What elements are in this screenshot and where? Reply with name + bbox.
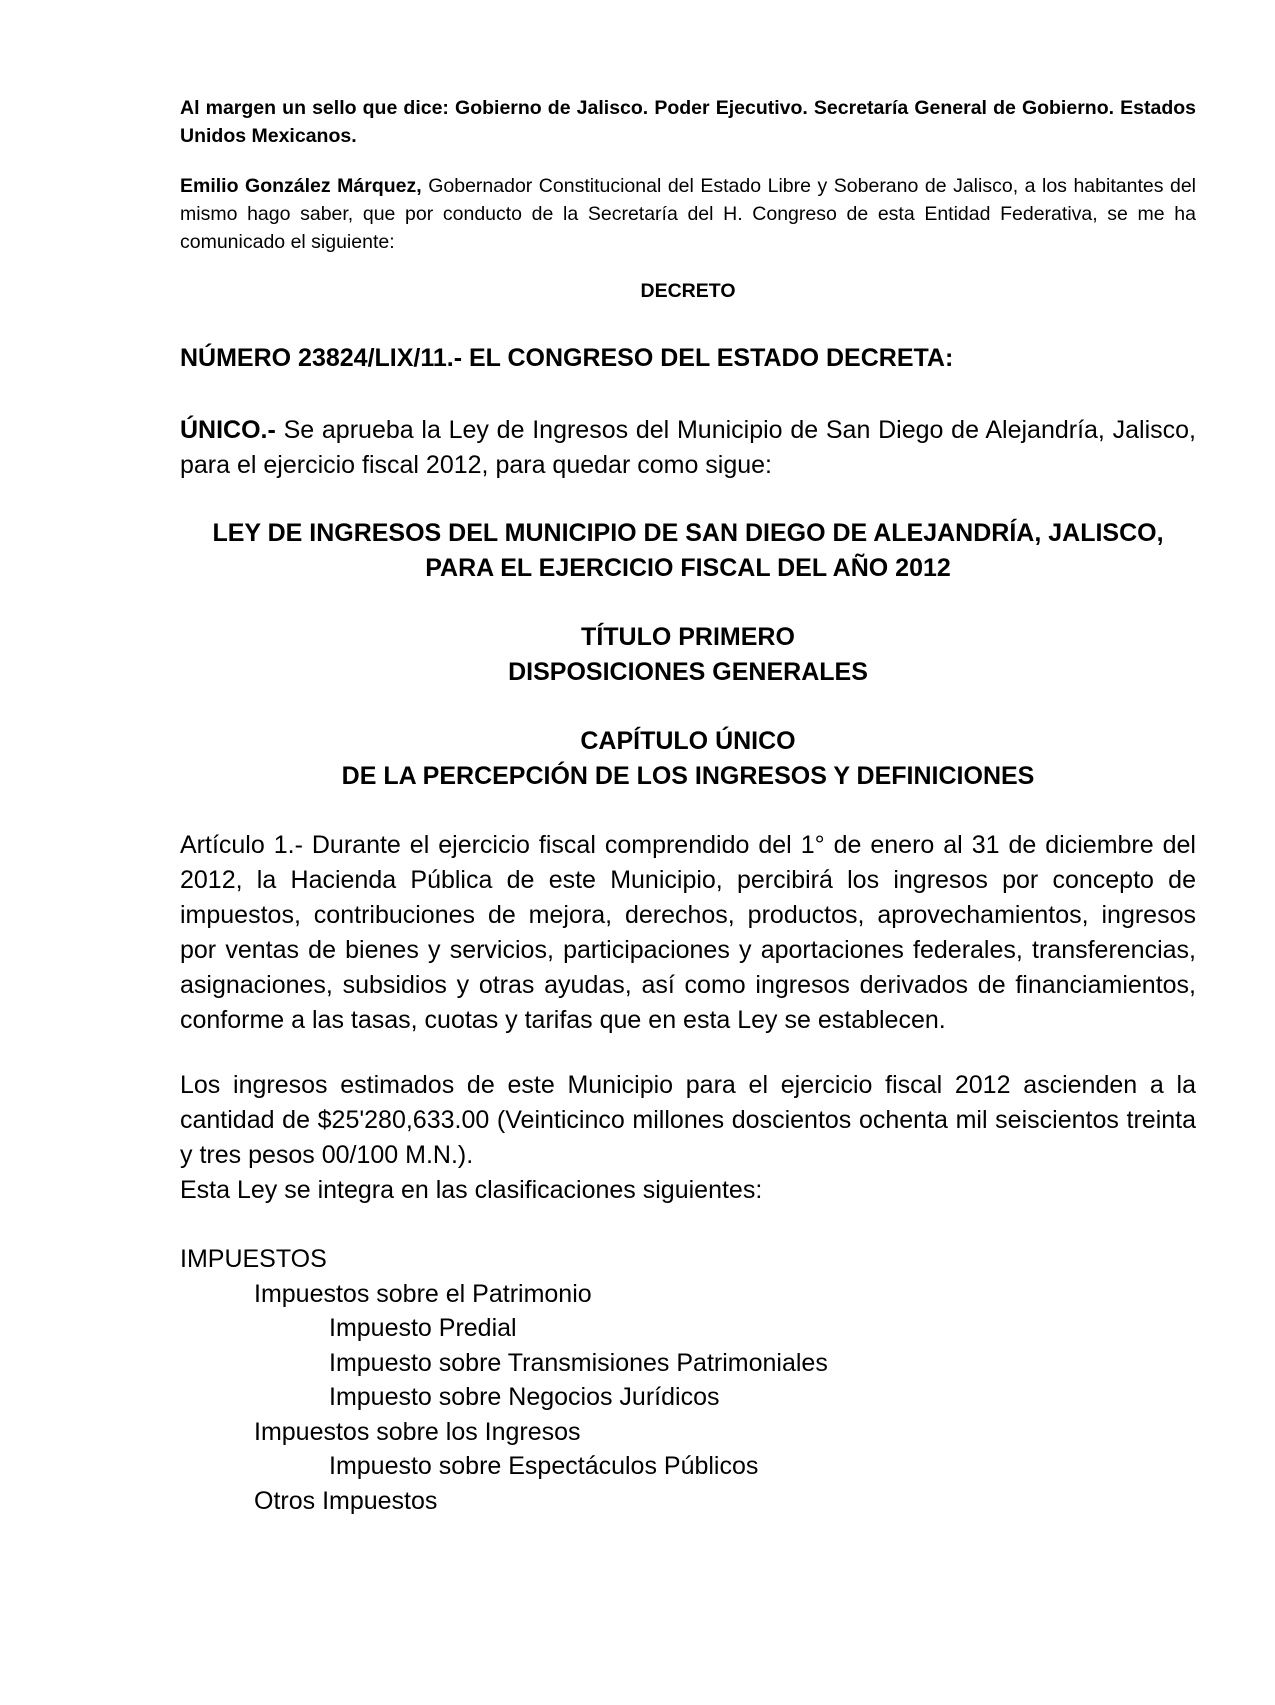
- classification-intro: Esta Ley se integra en las clasificaciones siguientes:: [180, 1176, 763, 1204]
- law-title-line-1: LEY DE INGRESOS DEL MUNICIPIO DE SAN DIEGO DE ALEJANDRÍA, JALISCO,: [212, 519, 1164, 547]
- list-item: Impuesto sobre Negocios Jurídicos: [329, 1383, 720, 1411]
- chapter-heading-line-2: DE LA PERCEPCIÓN DE LOS INGRESOS Y DEFINICIONES: [341, 762, 1035, 790]
- unico-label: ÚNICO.-: [180, 416, 276, 444]
- estimated-income-paragraph: Los ingresos estimados de este Municipio para el ejercicio fiscal 2012 ascienden a la cantidad de $25'280,633.00 (Veinticinco millones doscientos ochenta mil seiscientos treinta y tres pesos 00/100 M.N.).: [180, 1071, 1196, 1169]
- governor-name: Emilio González Márquez,: [180, 175, 422, 197]
- law-title-line-2: PARA EL EJERCICIO FISCAL DEL AÑO 2012: [425, 554, 951, 582]
- list-item: Impuestos sobre el Patrimonio: [254, 1279, 592, 1308]
- list-item: Impuesto Predial: [329, 1314, 517, 1342]
- title-heading-line-2: DISPOSICIONES GENERALES: [508, 658, 868, 686]
- article-1-paragraph: Artículo 1.- Durante el ejercicio fiscal comprendido del 1° de enero al 31 de diciembre del 2012, la Hacienda Pública de este Municipio, percibirá los ingresos por concepto de impuestos, contribuciones de mejora, derechos, productos, aprovechamientos, ingresos por ventas de bienes y servicios, participaciones y aportaciones federales, transferencias, asignaciones, subsidios y otras ayudas, así como ingresos derivados de financiamientos, conforme a las tasas, cuotas y tarifas que en esta Ley se establecen.: [180, 831, 1196, 1034]
- decreto-label: DECRETO: [640, 280, 736, 302]
- list-item: IMPUESTOS: [180, 1245, 327, 1273]
- intro-text: Gobernador Constitucional del Estado Libre y Soberano de Jalisco, a los habitantes del mismo hago saber, que por conducto de la Secretaría del H. Congreso de esta Entidad Federativa, se me ha comunicado el siguiente:: [180, 175, 1196, 253]
- law-title: [180, 516, 1196, 586]
- chapter-heading: [180, 724, 1196, 794]
- title-heading: [180, 620, 1196, 690]
- list-item: Impuestos sobre los Ingresos: [254, 1417, 581, 1446]
- unico-paragraph: [180, 413, 1196, 483]
- classification-list: [180, 1242, 1196, 1518]
- chapter-heading-line-1: CAPÍTULO ÚNICO: [580, 727, 796, 755]
- list-item: Impuesto sobre Transmisiones Patrimoniales: [329, 1348, 828, 1377]
- title-heading-line-1: TÍTULO PRIMERO: [581, 623, 795, 651]
- decree-number: NÚMERO 23824/LIX/11.- EL CONGRESO DEL ESTADO DECRETA:: [180, 344, 954, 372]
- list-item: Impuesto sobre Espectáculos Públicos: [329, 1452, 759, 1480]
- stamp-note: Al margen un sello que dice: Gobierno de Jalisco. Poder Ejecutivo. Secretaría General de Gobierno. Estados Unidos Mexicanos.: [180, 97, 1196, 147]
- unico-text: Se aprueba la Ley de Ingresos del Municipio de San Diego de Alejandría, Jalisco, para el ejercicio fiscal 2012, para quedar como sigue:: [180, 416, 1196, 479]
- list-item: Otros Impuestos: [254, 1486, 438, 1515]
- intro-paragraph: [180, 172, 1196, 256]
